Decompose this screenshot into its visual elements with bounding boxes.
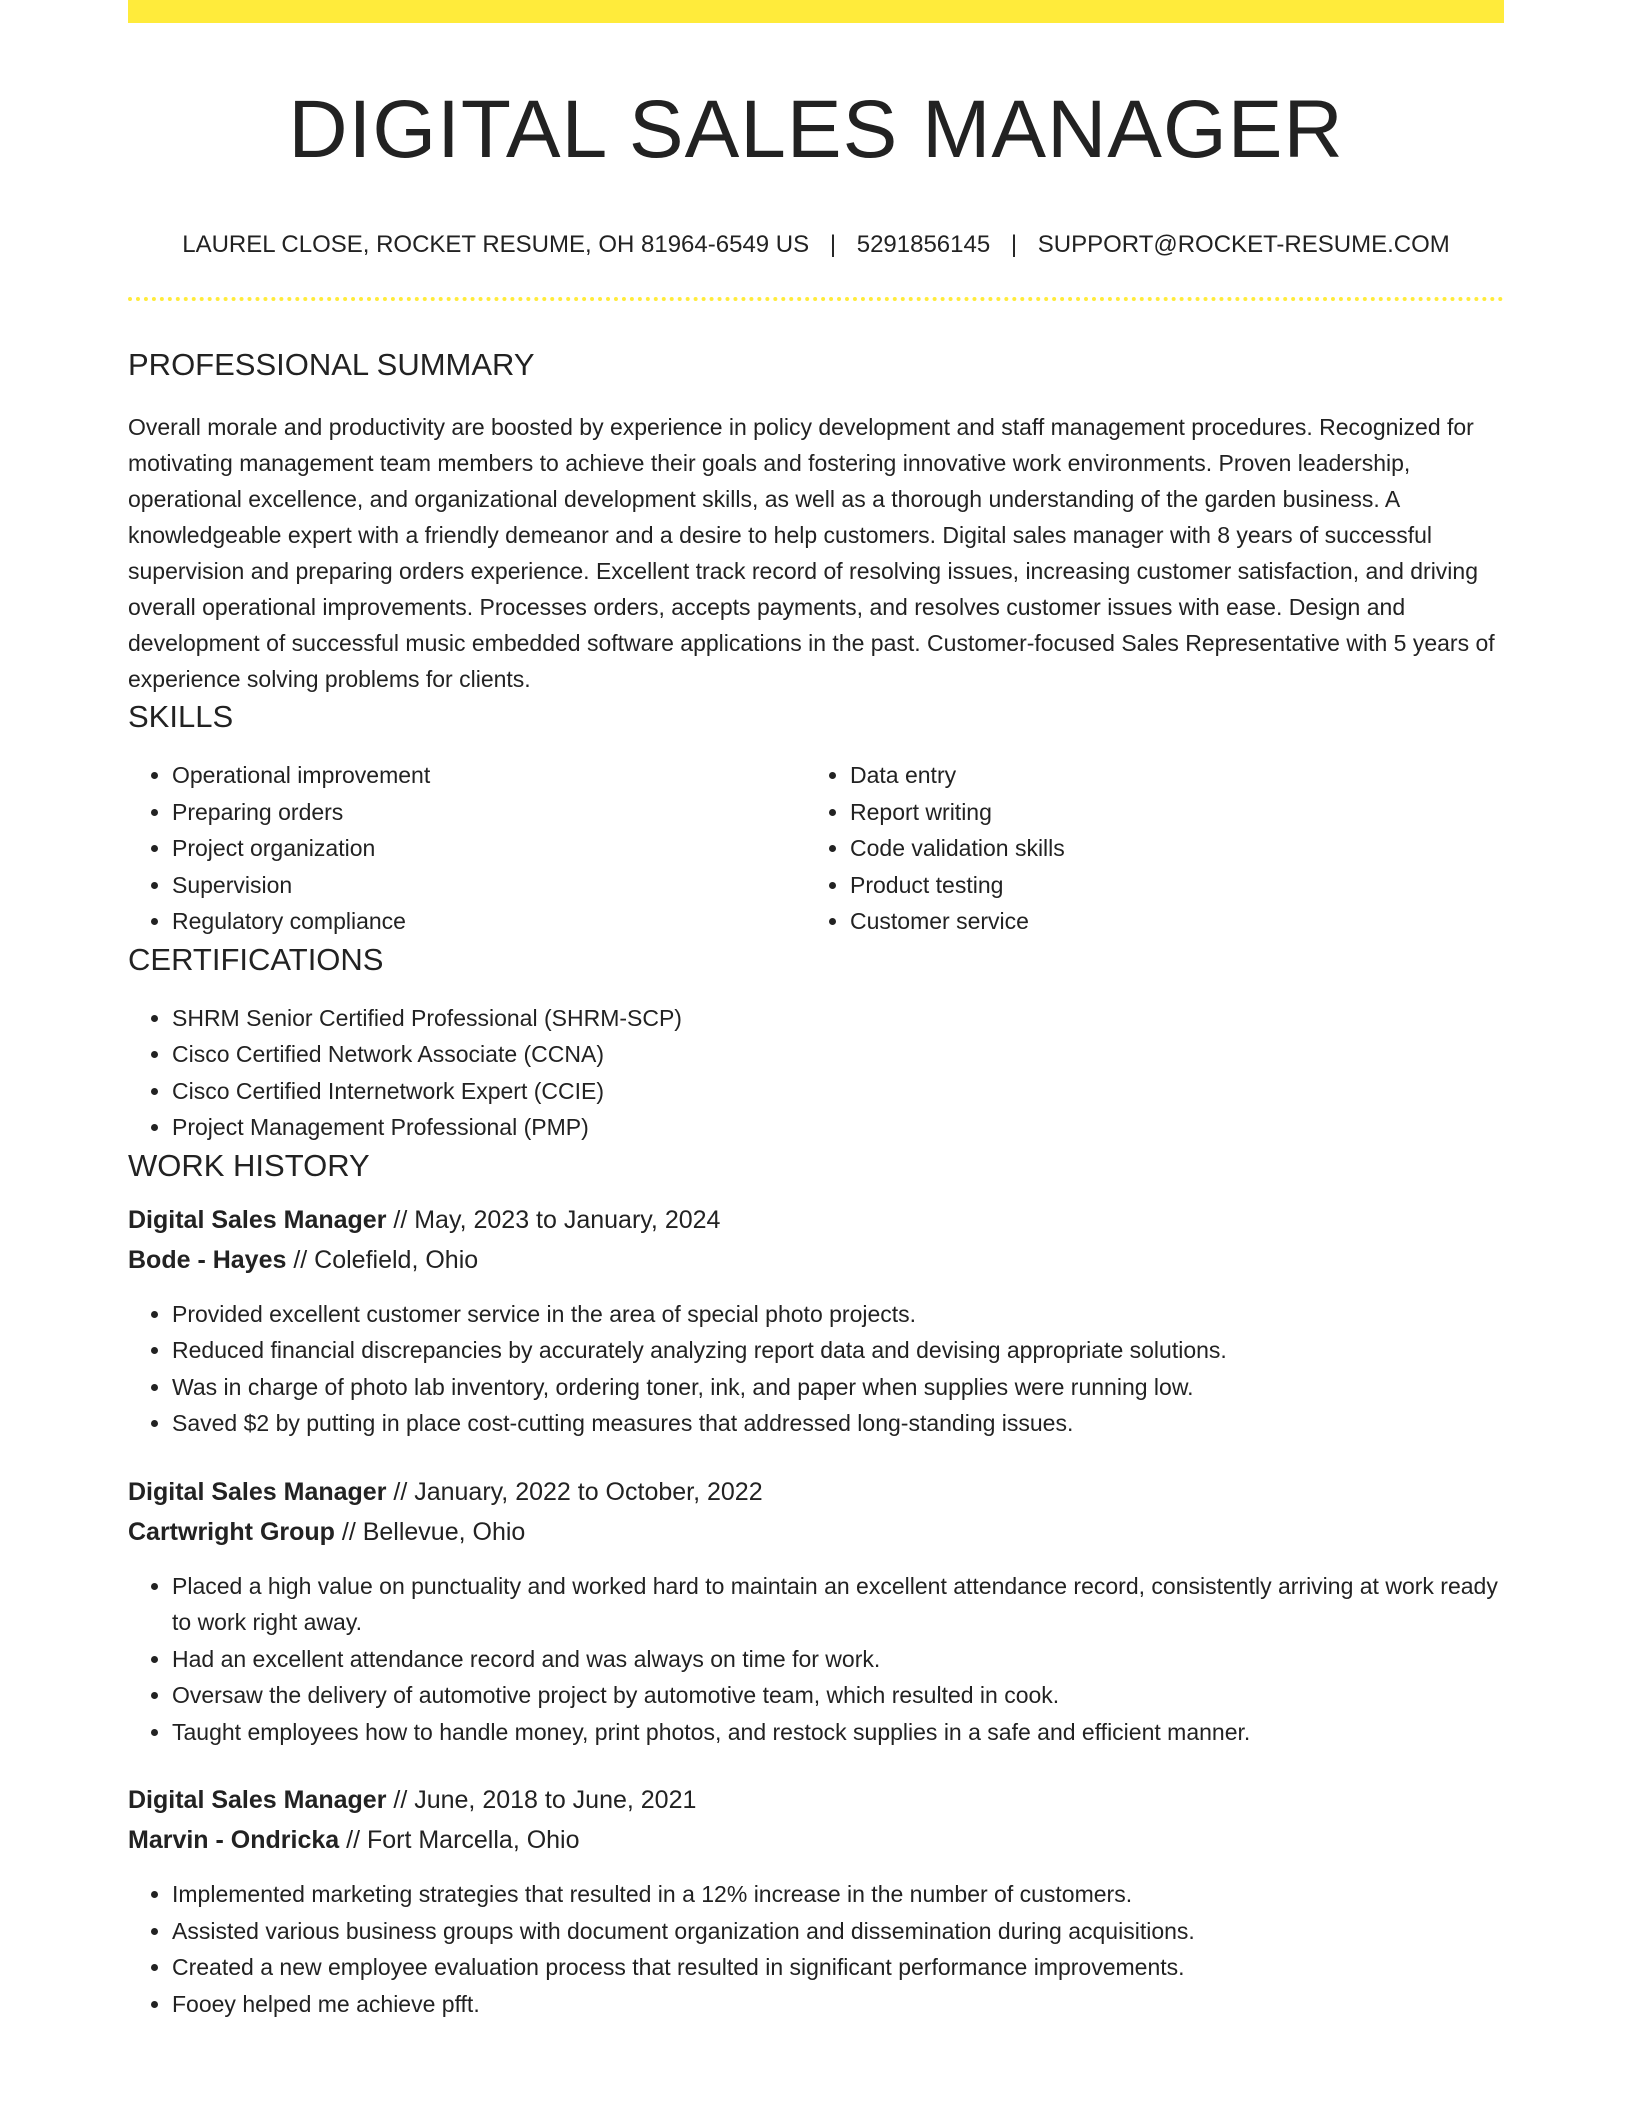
dotted-divider <box>128 297 1504 301</box>
job-bullet: • Reduced financial discrepancies by accurately analyzing report data and devising appropriate solutions. <box>172 1332 1504 1369</box>
job-bullets <box>128 1296 1504 1442</box>
skills-column-left <box>128 757 806 940</box>
job-title: Digital Sales Manager <box>128 1786 387 1814</box>
skill-item: • Operational improvement <box>172 757 806 794</box>
job-bullet: • Assisted various business groups with document organization and dissemination during acquisitions. <box>172 1913 1504 1950</box>
job-bullets <box>128 1568 1504 1751</box>
job-entry <box>128 1472 1504 1751</box>
skill-item: • Customer service <box>850 903 1484 940</box>
top-accent-bar <box>128 0 1504 23</box>
resume-title: DIGITAL SALES MANAGER <box>288 84 1344 175</box>
work-history-heading: WORK HISTORY <box>128 1147 370 1183</box>
contact-phone: 5291856145 <box>856 231 991 258</box>
certification-item: • SHRM Senior Certified Professional (SHRM-SCP) <box>172 1000 1504 1037</box>
job-title-line <box>128 1472 1504 1512</box>
job-title-line <box>128 1200 1504 1240</box>
contact-separator: | <box>829 231 837 258</box>
skill-item: • Supervision <box>172 867 806 904</box>
job-company-line <box>128 1240 1504 1280</box>
skill-item: • Preparing orders <box>172 794 806 831</box>
contact-address: LAUREL CLOSE, ROCKET RESUME, OH 81964-6549 US <box>182 231 810 258</box>
job-bullet: • Implemented marketing strategies that resulted in a 12% increase in the number of customers. <box>172 1876 1504 1913</box>
certifications-heading: CERTIFICATIONS <box>128 941 384 977</box>
job-bullet: • Saved $2 by putting in place cost-cutting measures that addressed long-standing issues. <box>172 1405 1504 1442</box>
job-title-line <box>128 1780 1504 1820</box>
certification-item: • Project Management Professional (PMP) <box>172 1109 1504 1146</box>
skills-list <box>128 757 1504 940</box>
skills-column-right <box>806 757 1484 940</box>
job-location: // Colefield, Ohio <box>286 1245 479 1274</box>
job-bullet: • Oversaw the delivery of automotive project by automotive team, which resulted in cook. <box>172 1677 1504 1714</box>
skill-item: • Project organization <box>172 830 806 867</box>
job-bullet: • Placed a high value on punctuality and worked hard to maintain an excellent attendance record, consistently arriving at work ready to work right away. <box>172 1568 1504 1641</box>
certification-item: • Cisco Certified Internetwork Expert (CCIE) <box>172 1073 1504 1110</box>
job-company: Marvin - Ondricka <box>128 1826 340 1854</box>
job-bullet: • Was in charge of photo lab inventory, ordering toner, ink, and paper when supplies were running low. <box>172 1369 1504 1406</box>
job-company-line <box>128 1512 1504 1552</box>
contact-line <box>128 230 1504 260</box>
job-entry <box>128 1780 1504 2022</box>
summary-heading: PROFESSIONAL SUMMARY <box>128 347 535 382</box>
skill-item: • Regulatory compliance <box>172 903 806 940</box>
contact-email: SUPPORT@ROCKET-RESUME.COM <box>1037 231 1450 258</box>
resume-page <box>128 0 1504 2022</box>
job-bullets <box>128 1876 1504 2022</box>
job-dates: // January, 2022 to October, 2022 <box>386 1477 763 1506</box>
skill-item: • Code validation skills <box>850 830 1484 867</box>
job-entry <box>128 1200 1504 1442</box>
job-bullet: • Taught employees how to handle money, print photos, and restock supplies in a safe and efficient manner. <box>172 1714 1504 1751</box>
job-dates: // June, 2018 to June, 2021 <box>386 1786 697 1814</box>
job-bullet: • Fooey helped me achieve pfft. <box>172 1986 1504 2023</box>
job-location: // Bellevue, Ohio <box>334 1517 526 1546</box>
certification-item: • Cisco Certified Network Associate (CCNA) <box>172 1036 1504 1073</box>
skills-heading: SKILLS <box>128 699 234 734</box>
job-bullet: • Provided excellent customer service in the area of special photo projects. <box>172 1296 1504 1333</box>
skill-item: • Report writing <box>850 794 1484 831</box>
job-title: Digital Sales Manager <box>128 1477 387 1506</box>
job-bullet: • Had an excellent attendance record and was always on time for work. <box>172 1641 1504 1678</box>
certifications-list <box>128 1000 1504 1146</box>
contact-separator: | <box>1010 231 1018 258</box>
job-company: Cartwright Group <box>128 1517 335 1546</box>
job-location: // Fort Marcella, Ohio <box>339 1826 580 1854</box>
summary-text: Overall morale and productivity are boosted by experience in policy development and staff management procedures. Recognized for motivating management team members to achieve their goals and fostering innovative work environments. Proven leadership, operational excellence, and organizational development skills, as well as a thorough understanding of the garden business. A knowledgeable expert with a friendly demeanor and a desire to help customers. Digital sales manager with 8 years of successful supervision and preparing orders experience. Excellent track record of resolving issues, increasing customer satisfaction, and driving overall operational improvements. Processes orders, accepts payments, and resolves customer issues with ease. Design and development of successful music embedded software applications in the past. Customer-focused Sales Representative with 5 years of experience solving problems for clients. <box>128 414 1495 692</box>
job-company-line <box>128 1820 1504 1860</box>
job-title: Digital Sales Manager <box>128 1205 387 1234</box>
job-bullet: • Created a new employee evaluation process that resulted in significant performance improvements. <box>172 1949 1504 1986</box>
skill-item: • Data entry <box>850 757 1484 794</box>
work-history-list <box>128 1200 1504 2023</box>
job-dates: // May, 2023 to January, 2024 <box>386 1205 721 1234</box>
job-company: Bode - Hayes <box>128 1245 287 1274</box>
skill-item: • Product testing <box>850 867 1484 904</box>
